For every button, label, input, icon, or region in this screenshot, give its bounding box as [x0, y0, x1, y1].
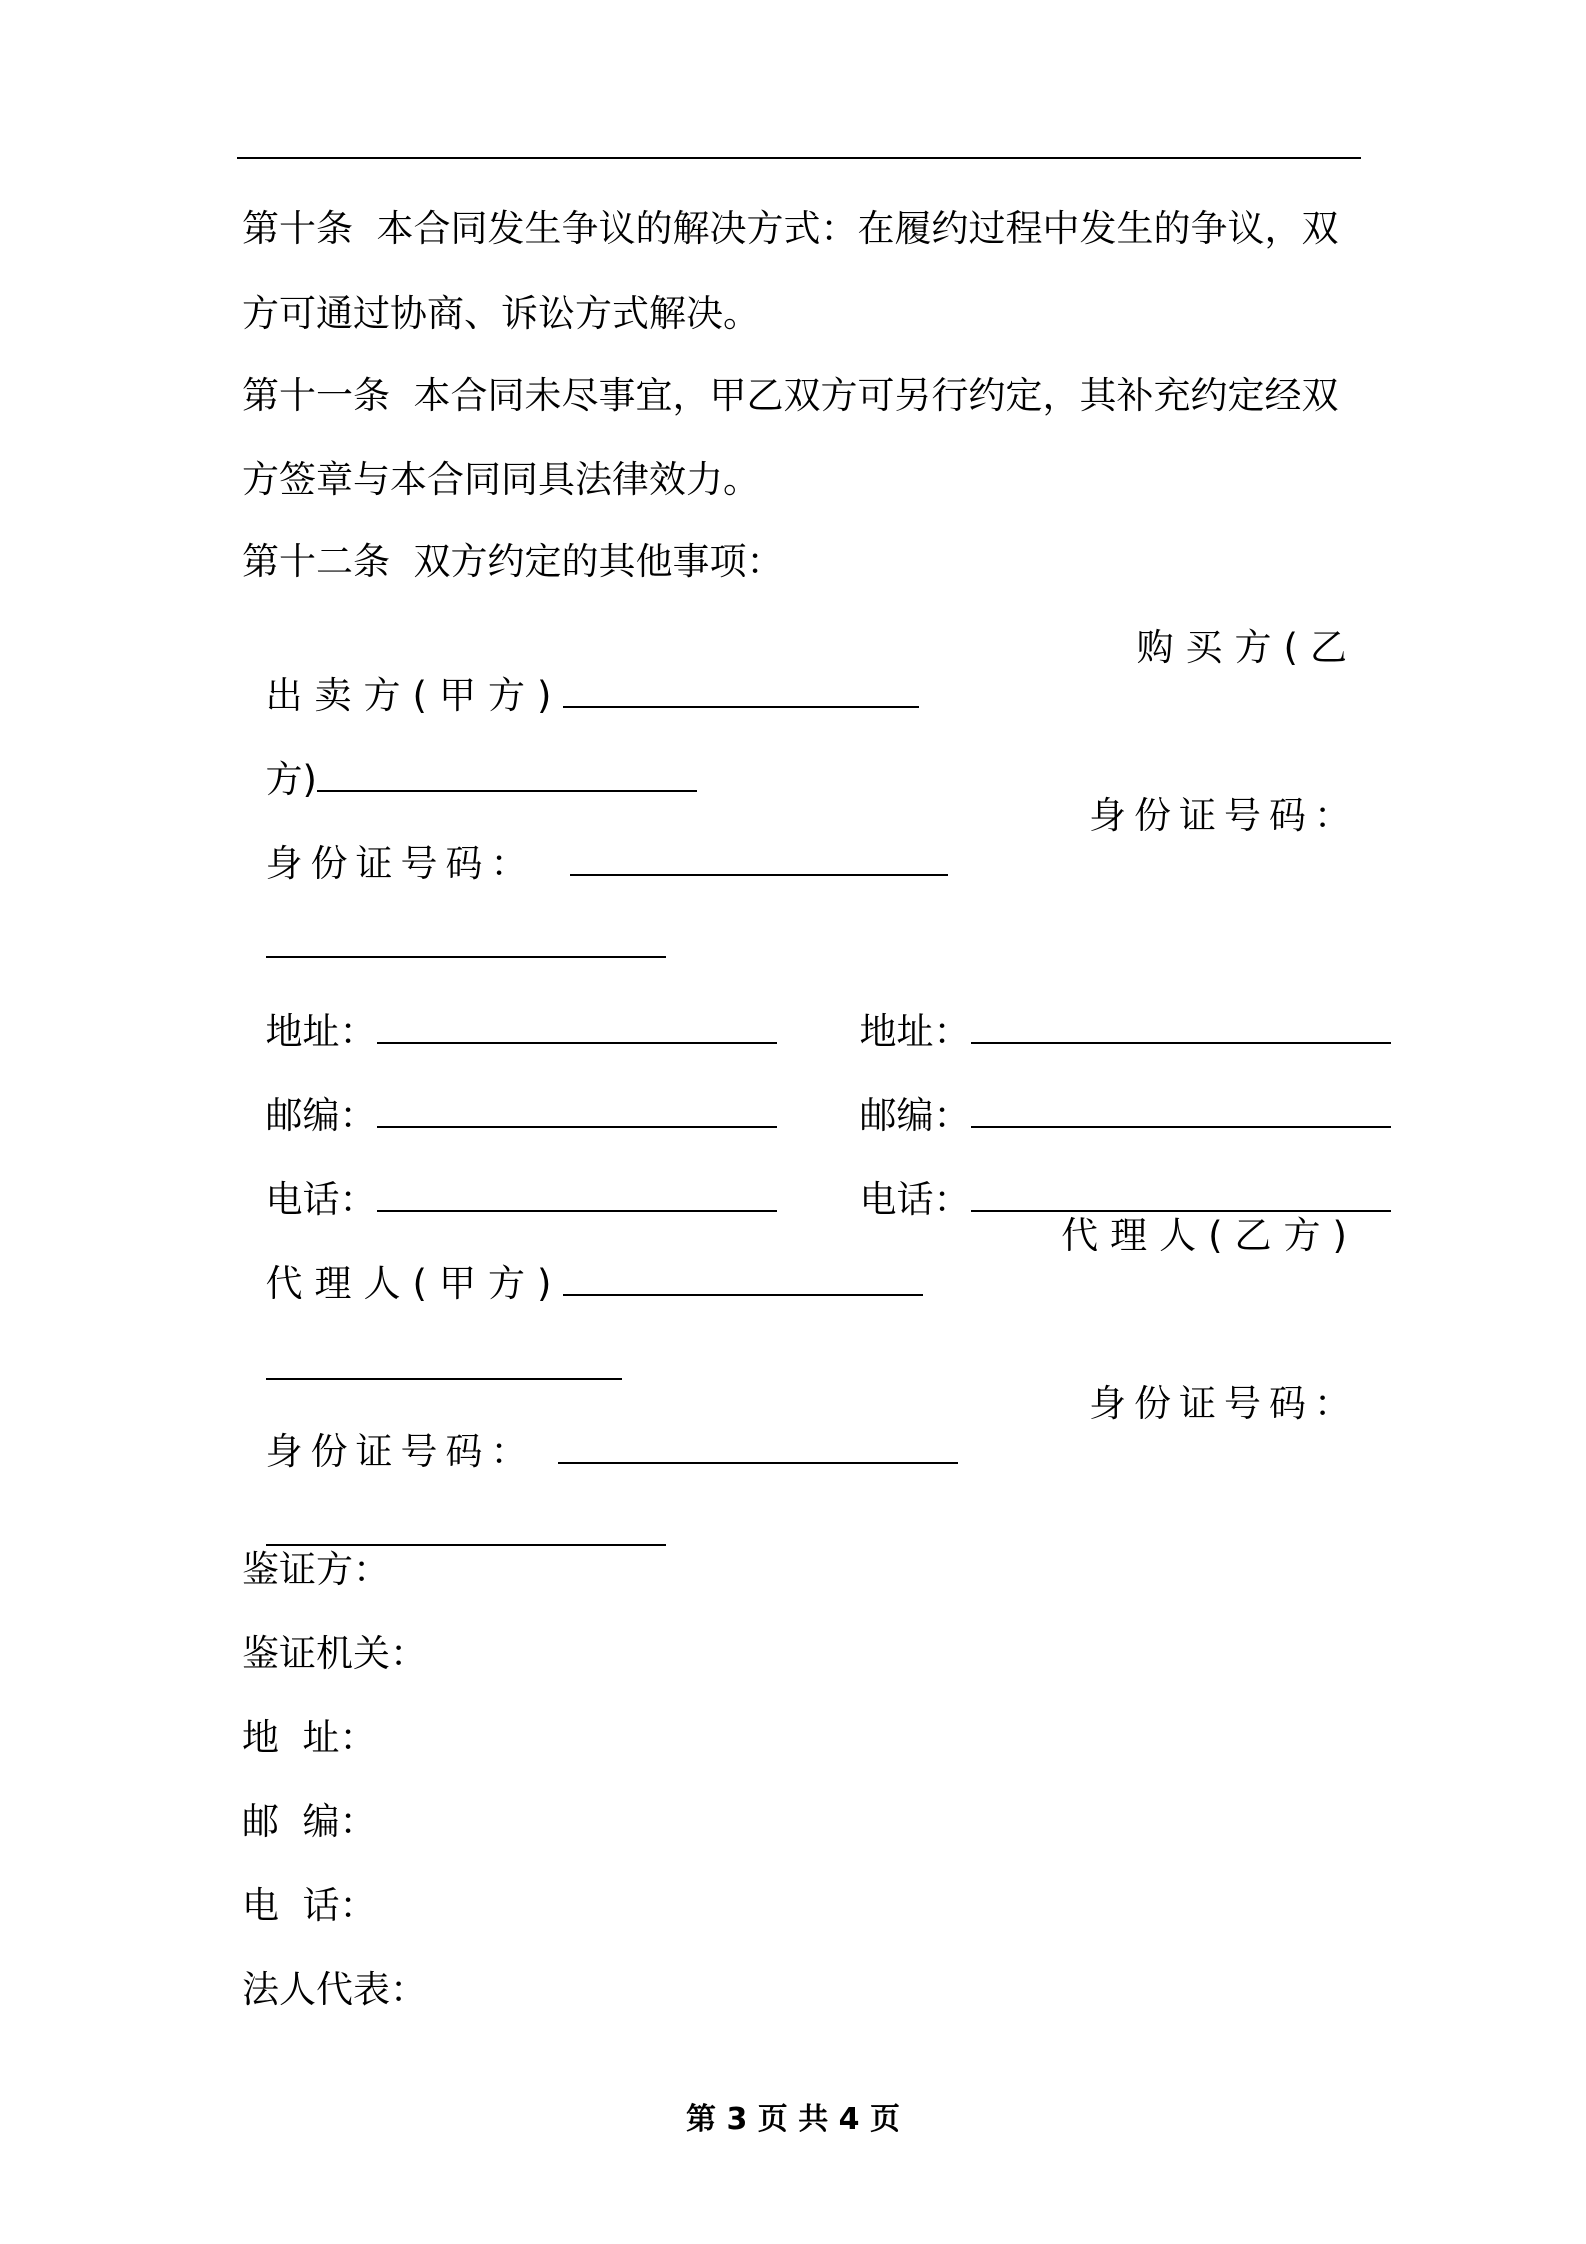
seller-label: 出卖方(甲方)	[265, 674, 564, 717]
seller-id-blank[interactable]	[570, 844, 948, 876]
buyer-row	[242, 708, 697, 804]
agent-b-id-blank[interactable]	[266, 1514, 666, 1546]
seller-id-label: 身份证号码：	[265, 842, 536, 885]
agent-a-id-label: 身份证号码：	[265, 1430, 536, 1473]
notary-phone-label: 电 话：	[242, 1884, 377, 1927]
seller-postcode-label: 邮编：	[265, 1094, 377, 1137]
page-number-footer: 第 3 页 共 4 页	[686, 2102, 900, 2137]
agent-a-id-blank[interactable]	[558, 1432, 958, 1464]
agent-a-blank[interactable]	[563, 1264, 923, 1296]
clause-11-line-1: 第十一条 本合同未尽事宜，甲乙双方可另行约定，其补充约定经双	[242, 374, 1339, 417]
buyer-phone-blank[interactable]	[971, 1180, 1391, 1212]
seller-address-blank[interactable]	[377, 1012, 777, 1044]
buyer-phone-row	[836, 1128, 1391, 1224]
seller-address-row	[242, 960, 777, 1056]
seller-row	[242, 624, 919, 720]
buyer-postcode-label: 邮编：	[859, 1094, 971, 1137]
notary-party-label: 鉴证方：	[242, 1548, 390, 1591]
seller-name-blank[interactable]	[563, 676, 919, 708]
seller-address-label: 地址：	[265, 1010, 377, 1053]
seller-phone-blank[interactable]	[377, 1180, 777, 1212]
buyer-id-blank[interactable]	[266, 926, 666, 958]
buyer-name-blank[interactable]	[317, 760, 697, 792]
buyer-id-row	[242, 874, 666, 970]
notary-legal-rep-label: 法人代表：	[242, 1968, 427, 2011]
agent-b-id-row	[242, 1462, 666, 1558]
header-rule	[237, 157, 1361, 159]
seller-postcode-row	[242, 1044, 777, 1140]
notary-address-label: 地 址：	[242, 1716, 377, 1759]
notary-office-label: 鉴证机关：	[242, 1632, 427, 1675]
agent-b-blank[interactable]	[266, 1348, 622, 1380]
buyer-postcode-blank[interactable]	[971, 1096, 1391, 1128]
agent-b-label: 代理人(乙方)	[1061, 1214, 1359, 1257]
buyer-postcode-row	[836, 1044, 1391, 1140]
buyer-id-label: 身份证号码：	[1089, 794, 1359, 837]
buyer-address-row	[836, 960, 1391, 1056]
clause-12: 第十二条 双方约定的其他事项：	[242, 540, 784, 583]
clause-11-line-2: 方签章与本合同同具法律效力。	[242, 458, 760, 501]
seller-phone-label: 电话：	[265, 1178, 377, 1221]
notary-postcode-label: 邮 编：	[242, 1800, 377, 1843]
agent-a-label: 代理人(甲方)	[265, 1262, 564, 1305]
clause-10-line-1: 第十条 本合同发生争议的解决方式：在履约过程中发生的争议，双	[242, 207, 1339, 250]
buyer-label-part2: 方)	[265, 758, 317, 801]
seller-postcode-blank[interactable]	[377, 1096, 777, 1128]
seller-phone-row	[242, 1128, 777, 1224]
buyer-address-blank[interactable]	[971, 1012, 1391, 1044]
clause-10-line-2: 方可通过协商、诉讼方式解决。	[242, 292, 760, 335]
agent-a-row	[242, 1212, 923, 1308]
buyer-label-part1: 购买方(乙	[1136, 626, 1359, 669]
agent-b-row	[242, 1296, 622, 1392]
buyer-phone-label: 电话：	[859, 1178, 971, 1221]
agent-b-id-label: 身份证号码：	[1089, 1382, 1359, 1425]
buyer-address-label: 地址：	[859, 1010, 971, 1053]
